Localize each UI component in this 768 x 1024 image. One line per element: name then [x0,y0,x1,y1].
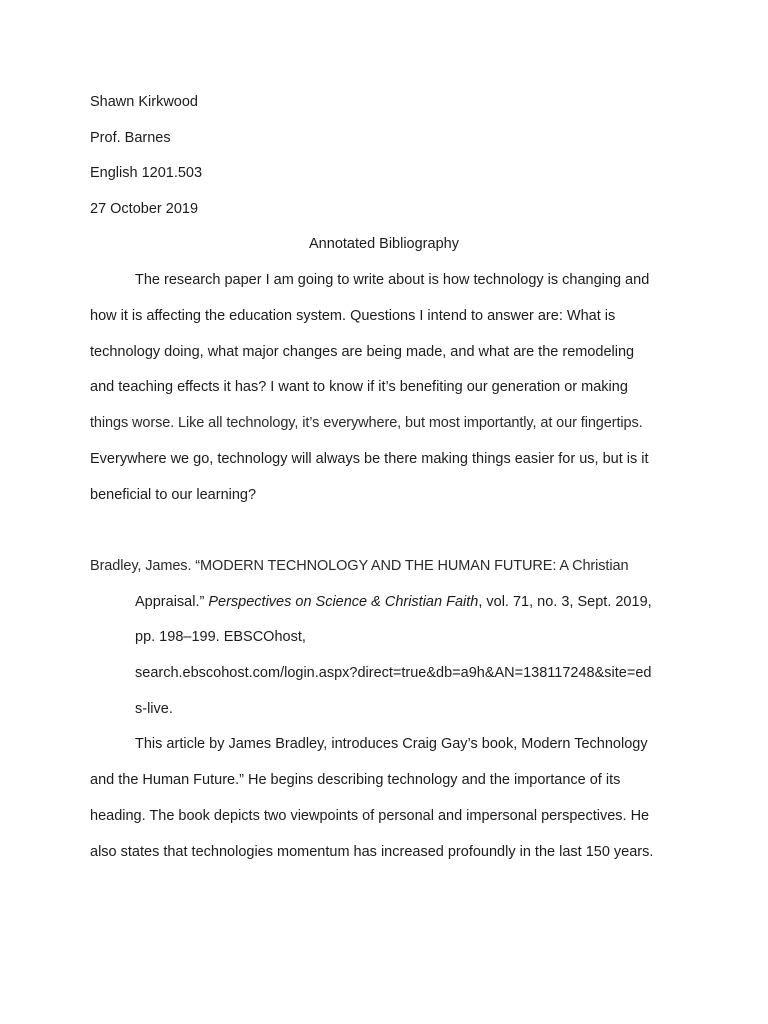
journal-title: Perspectives on Science & Christian Faith [208,594,479,610]
document-title: Annotated Bibliography [309,236,459,252]
citation-line [135,593,652,611]
document-date: 27 October 2019 [90,201,199,217]
annotation-line: also states that technologies momentum has increased profoundly in the last 150 years. [90,844,654,860]
citation-line: Bradley, James. “MODERN TECHNOLOGY AND THE HUMAN FUTURE: A Christian [90,558,629,574]
course-name: English 1201.503 [90,165,203,181]
intro-line: things worse. Like all technology, it’s everywhere, but most importantly, at our fingertips. [90,415,643,431]
intro-line: and teaching effects it has? I want to know if it’s benefiting our generation or making [90,379,628,395]
intro-line: beneficial to our learning? [90,487,257,503]
annotation-line: heading. The book depicts two viewpoints of personal and impersonal perspectives. He [90,808,650,824]
citation-volume: , vol. 71, no. 3, Sept. 2019, [478,594,652,610]
citation-line: pp. 198–199. EBSCOhost, [135,629,306,645]
intro-line: technology doing, what major changes are being made, and what are the remodeling [90,344,635,360]
citation-url-end: s-live. [135,701,173,717]
citation-prefix: Appraisal.” [135,594,209,610]
professor-name: Prof. Barnes [90,130,171,146]
annotation-line: This article by James Bradley, introduces Craig Gay’s book, Modern Technology [135,736,648,752]
intro-line: how it is affecting the education system. Questions I intend to answer are: What is [90,308,616,324]
intro-line: Everywhere we go, technology will always be there making things easier for us, but is it [90,451,649,467]
annotation-line: and the Human Future.” He begins describing technology and the importance of its [90,772,621,788]
intro-line: The research paper I am going to write about is how technology is changing and [135,272,650,288]
author-name: Shawn Kirkwood [90,94,198,110]
citation-url: search.ebscohost.com/login.aspx?direct=true&db=a9h&AN=138117248&site=ed [135,665,652,681]
